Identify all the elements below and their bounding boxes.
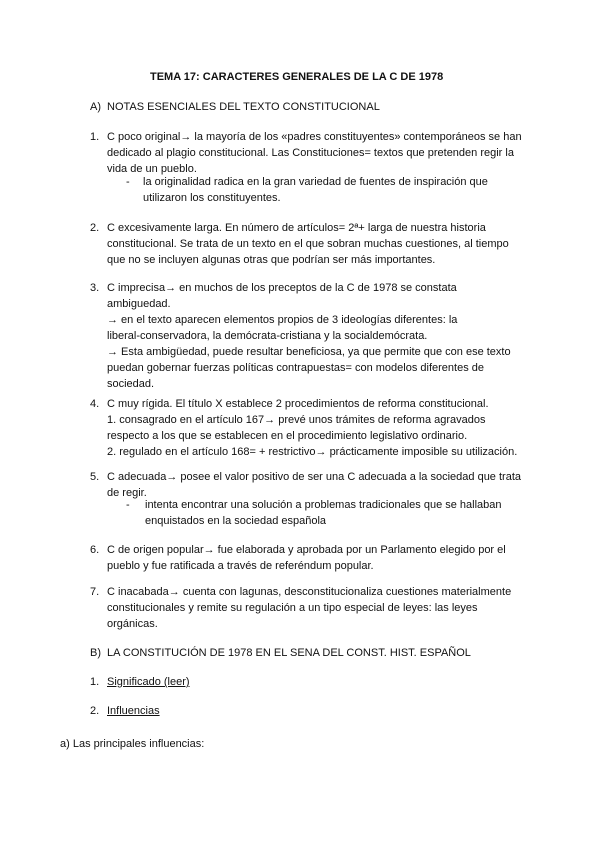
item-7-line-1: C inacabada→ cuenta con lagunas, desconstitucionaliza cuestiones materialmente (107, 586, 512, 598)
item-3-line-4: liberal-conservadora, la demócrata-cristiana y la socialdemócrata. (107, 330, 428, 342)
item-5-line-1: C adecuada→ posee el valor positivo de ser una C adecuada a la sociedad que trata (107, 471, 521, 483)
item-5-sub-line-2: enquistados en la sociedad española (145, 515, 327, 527)
item-2-line-3: que no se incluyen algunas otras que podrían ser más importantes. (107, 254, 436, 266)
item-4-line-1: C muy rígida. El título X establece 2 procedimientos de reforma constitucional. (107, 398, 489, 410)
item-4-line-3: respecto a los que se establecen en el procedimiento legislativo ordinario. (107, 430, 468, 442)
item-1-number: 1. (90, 131, 100, 143)
item-3-line-2: ambiguedad. (107, 298, 171, 310)
item-1-line-1: C poco original→ la mayoría de los «padres constituyentes» contemporáneos se han (107, 131, 522, 143)
item-1-line-3: vida de un pueblo. (107, 163, 197, 175)
item-3-line-5: → Esta ambigüedad, puede resultar beneficiosa, ya que permite que con ese texto (107, 346, 511, 358)
b-item-1-number: 1. (90, 676, 100, 688)
item-5-line-2: de regir. (107, 487, 147, 499)
section-a-heading: NOTAS ESENCIALES DEL TEXTO CONSTITUCIONAL (107, 101, 380, 113)
item-5-sub-line-1: intenta encontrar una solución a problemas tradicionales que se hallaban (145, 499, 502, 511)
item-1-sub-line-1: la originalidad radica en la gran variedad de fuentes de inspiración que (143, 176, 488, 188)
item-7-line-2: constitucionales y remite su regulación a un tipo especial de leyes: las leyes (107, 602, 478, 614)
item-5-sub-dash: - (126, 499, 130, 511)
item-1-sub-line-2: utilizaron los constituyentes. (143, 192, 281, 204)
b-item-2-number: 2. (90, 705, 100, 717)
item-4-number: 4. (90, 398, 100, 410)
item-3-number: 3. (90, 282, 100, 294)
item-6-line-1: C de origen popular→ fue elaborada y aprobada por un Parlamento elegido por el (107, 544, 506, 556)
item-3-line-6: puedan gobernar fuerzas políticas contrapuestas= con modelos diferentes de (107, 362, 484, 374)
item-6-number: 6. (90, 544, 100, 556)
item-5-number: 5. (90, 471, 100, 483)
item-3-line-7: sociedad. (107, 378, 155, 390)
item-2-number: 2. (90, 222, 100, 234)
item-1-line-2: dedicado al plagio constitucional. Las Constituciones= textos que pretenden regir la (107, 147, 514, 159)
item-6-line-2: pueblo y fue ratificada a través de referéndum popular. (107, 560, 374, 572)
section-a-marker: A) (90, 101, 101, 113)
section-b-marker: B) (90, 647, 101, 659)
item-4-line-4: 2. regulado en el artículo 168= + restrictivo→ prácticamente imposible su utilización. (107, 446, 518, 458)
item-2-line-1: C excesivamente larga. En número de artículos= 2ª+ larga de nuestra historia (107, 222, 486, 234)
footer-text: a) Las principales influencias: (60, 738, 205, 750)
item-1-sub-dash: - (126, 176, 130, 188)
item-2-line-2: constitucional. Se trata de un texto en el que sobran muchas cuestiones, al tiempo (107, 238, 509, 250)
item-3-line-3: → en el texto aparecen elementos propios de 3 ideologías diferentes: la (107, 314, 458, 326)
b-item-1-label: Significado (leer) (107, 676, 190, 688)
item-3-line-1: C imprecisa→ en muchos de los preceptos de la C de 1978 se constata (107, 282, 457, 294)
section-b-heading: LA CONSTITUCIÓN DE 1978 EN EL SENA DEL CONST. HIST. ESPAÑOL (107, 647, 471, 659)
item-4-line-2: 1. consagrado en el artículo 167→ prevé unos trámites de reforma agravados (107, 414, 486, 426)
item-7-line-3: orgánicas. (107, 618, 158, 630)
b-item-2-label: Influencias (107, 705, 160, 717)
page-title: TEMA 17: CARACTERES GENERALES DE LA C DE 1978 (150, 71, 444, 83)
item-7-number: 7. (90, 586, 100, 598)
